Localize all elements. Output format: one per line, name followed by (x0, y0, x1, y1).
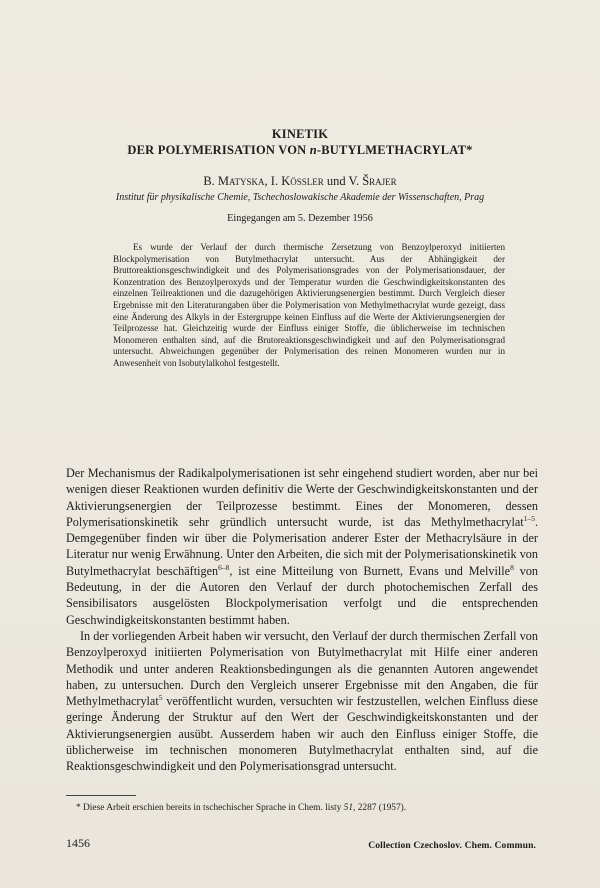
body-p2-b: veröffentlicht wurden, versuchten wir festzustellen, welchen Einfluss diese geringe Änderung der Struktur auf den Wert der Geschwindigkeitskonstanten und der Aktivierungsenergien ausübt. Ausserdem haben wir auch den Einfluss einiger Stoffe, die üblicherweise im technischen monomeren Butylmethacrylat enthalten sind, auf die Reaktionsgeschwindigkeit und den Polymerisationsgrad untersucht. (66, 694, 538, 774)
author-sep-2: und V. (323, 174, 363, 188)
body-p1-c: , ist eine Mitteilung von Burnett, Evans und Melville (229, 563, 511, 578)
citation: 5 (158, 693, 163, 703)
citation: 6–8 (218, 562, 230, 572)
body-p2-a: In der vorliegenden Arbeit haben wir versucht, den Verlauf der durch thermischen Zerfall von Benzoylperoxyd initiierten Polymerisation von Butylmethacrylat mit Hilfe einer anderen Methodik und unter anderen Reaktionsbedingungen als die genannten Autoren angewendet haben, zu untersuchen. Durch den Vergleich unserer Ergebnisse mit den Angaben, die für Methylmethacrylat (66, 628, 538, 709)
title-line-2 (0, 143, 600, 158)
abstract (113, 242, 505, 370)
page-number: 1456 (66, 836, 90, 850)
body-p1-a: Der Mechanismus der Radikalpolymerisationen ist sehr eingehend studiert worden, aber nur bei wenigen dieser Reaktionen wurden definitiv die Werte der Geschwindigkeitskonstanten und der Aktivierungsenergien der Teilprozesse bestimmt. Eines der Monomeren, dessen Polymerisationskinetik sehr gründlich untersucht wurde, ist das Methylmethacrylat (66, 466, 538, 529)
author-3-name: Šrajer (362, 174, 397, 188)
body-p1-d: von Bedeutung, in der die Autoren den Verlauf der durch photochemischen Zerfall des Sensibilisators ausgelösten Blockpolymerisation verfolgt und die entsprechenden Geschwindigkeitskonstanten bestimmt haben. (66, 563, 539, 627)
footnote-volume: 51 (343, 803, 354, 813)
abstract-text: Es wurde der Verlauf der durch thermische Zersetzung von Benzoylperoxyd initiierten Blockpolymerisation von Butylmethacrylat untersucht. Aus der Abhängigkeit der Bruttoreaktionsgeschwindigkeit und des Polymerisationsgrades von der Polymerisationsdauer, der Konzentration des Benzoylperoxyds und der Temperatur wurden die Geschwindigkeitskonstanten des einzelnen Teilreaktionen und die dazugehörigen Aktivierungsenergien bestimmt. Durch Vergleich dieser Ergebnisse mit den Literaturangaben über die Polymerisation von Methylmethacrylat wurde gezeigt, dass eine Änderung des Alkyls in der Estergruppe keinen Einfluss auf die Werte der Aktivierungsenergien der Teilprozesse hat. Gleichzeitig wurde der Einfluss einiger Stoffe, die üblicherweise im technischen Monomeren enthalten sind, auf die Brutoreaktionsgeschwindigkeit und auf den Polymerisationsgrad untersucht. Abweichungen gegenüber der Polymerisation des reinen Monomeren wurden nur in Anwesenheit von Isobutylalkohol festgestellt. (113, 242, 505, 368)
title-line-1: KINETIK (271, 127, 329, 141)
institute: Institut für physikalische Chemie, Tschechoslowakische Akademie der Wissenschaften, Prag (115, 192, 485, 203)
author-2-name: Kössler (281, 174, 324, 188)
body-paragraph-2 (66, 628, 538, 775)
author-1-name: Matyska (217, 174, 265, 188)
footnote-post: , 2287 (1957). (353, 803, 407, 813)
author-1-initial: B. (203, 174, 218, 188)
authors (0, 174, 600, 189)
citation: 8 (510, 562, 514, 572)
author-sep-1: , I. (264, 174, 282, 188)
title-line-2-italic: n (309, 143, 317, 157)
citation: 1–5 (523, 513, 535, 523)
footnote-rule (66, 795, 136, 796)
journal-name: Collection Czechoslov. Chem. Commun. (368, 840, 536, 851)
footnote (76, 803, 536, 813)
received-date: Eingegangen am 5. Dezember 1956 (227, 213, 373, 224)
body-text (66, 465, 538, 775)
title-line-2-pre: DER POLYMERISATION VON (127, 143, 310, 157)
title-line-2-post: -BUTYLMETHACRYLAT* (316, 143, 473, 157)
body-paragraph-1 (66, 465, 538, 628)
footnote-pre: * Diese Arbeit erschien bereits in tschechischer Sprache in Chem. listy (76, 803, 344, 813)
body-p1-b: . Demgegenüber finden wir über die Polymerisation anderer Ester der Methacrylsäure in der Literatur nur wenig Erwähnung. Unter den Arbeiten, die sich mit der Polymerisationskinetik von Butylmethacrylat beschäftigen (66, 514, 538, 578)
